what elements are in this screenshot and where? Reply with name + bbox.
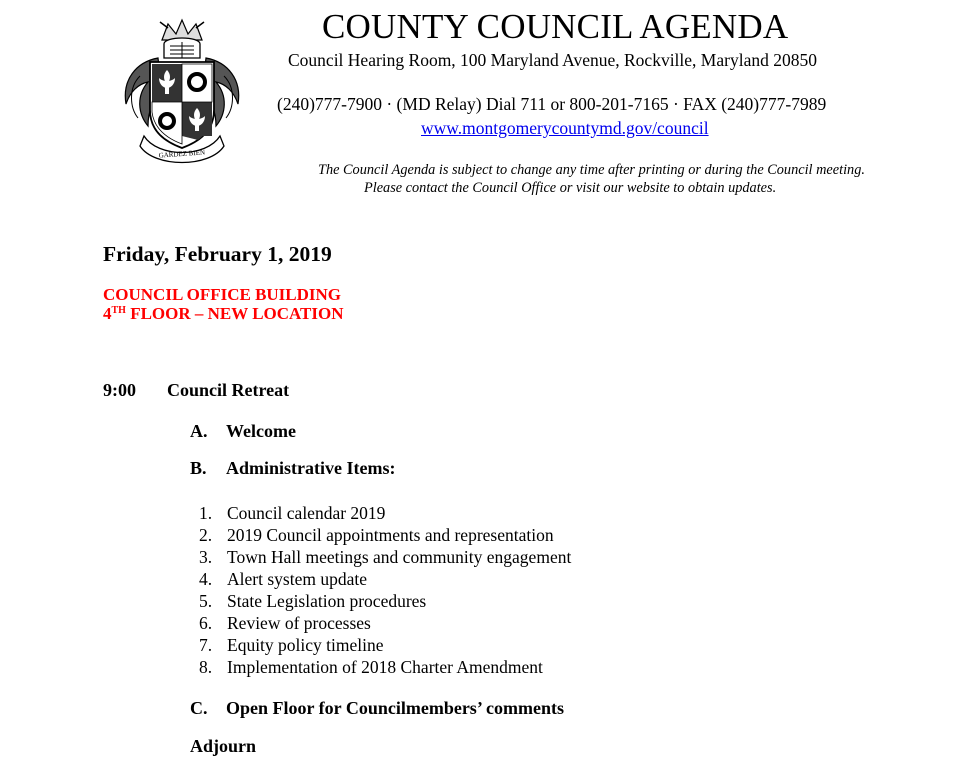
location-floor: 4TH FLOOR – NEW LOCATION [103, 304, 344, 323]
section-letter: C. [190, 698, 208, 718]
location-building: COUNCIL OFFICE BUILDING [103, 285, 342, 304]
council-address: Council Hearing Room, 100 Maryland Avenue, Rockville, Maryland 20850 [288, 50, 817, 70]
adjourn-label: Adjourn [190, 736, 257, 756]
council-website-link[interactable]: www.montgomerycountymd.gov/council [421, 118, 709, 138]
section-title: Open Floor for Councilmembers’ comments [226, 698, 564, 718]
administrative-items-list [199, 502, 571, 678]
notice-line-1: The Council Agenda is subject to change any time after printing or during the Council meeting. [318, 162, 865, 178]
agenda-notice [318, 161, 865, 197]
list-item: 8. Implementation of 2018 Charter Amendment [199, 657, 543, 677]
list-item: 7. Equity policy timeline [199, 635, 384, 655]
list-item: 5. State Legislation procedures [199, 591, 427, 611]
meeting-date: Friday, February 1, 2019 [103, 242, 332, 266]
section-title: Welcome [226, 421, 296, 441]
section-administrative-items [190, 458, 395, 479]
list-item: 2. 2019 Council appointments and representation [199, 525, 554, 545]
agenda-event-title: Council Retreat [167, 380, 290, 400]
notice-line-2: Please contact the Council Office or visit our website to obtain updates. [364, 180, 777, 196]
agenda-time: 9:00 [103, 380, 136, 400]
section-open-floor [190, 698, 564, 719]
section-title: Administrative Items: [226, 458, 396, 478]
list-item: 1. Council calendar 2019 [199, 503, 386, 523]
county-seal-logo [118, 18, 246, 166]
section-letter: A. [190, 421, 208, 441]
section-letter: B. [190, 458, 207, 478]
contact-phones: (240)777-7900 · (MD Relay) Dial 711 or 800-201-7165 · FAX (240)777-7989 [277, 94, 827, 114]
list-item: 4. Alert system update [199, 569, 367, 589]
section-welcome [190, 421, 296, 442]
list-item: 6. Review of processes [199, 613, 371, 633]
meeting-location [103, 285, 344, 323]
list-item: 3. Town Hall meetings and community engagement [199, 547, 572, 567]
svg-text:GARDEZ BIEN: GARDEZ BIEN [158, 148, 206, 160]
agenda-title: COUNTY COUNCIL AGENDA [322, 7, 789, 46]
